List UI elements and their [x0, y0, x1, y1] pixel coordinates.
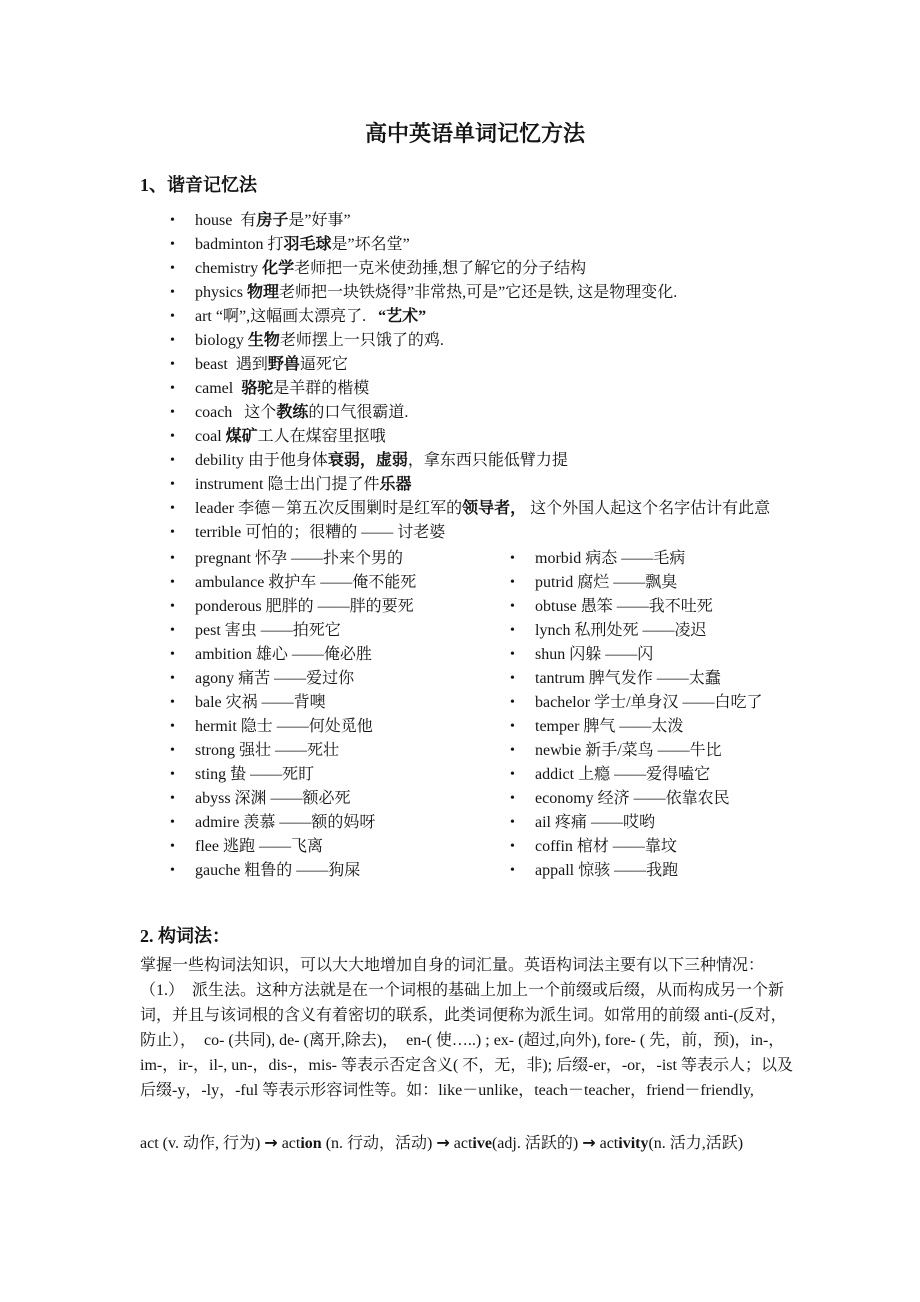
list-item: [140, 619, 480, 643]
bullet-icon: •: [170, 357, 175, 372]
list-item-text: tantrum 脾气发作 ——太蠢: [535, 670, 721, 687]
bullet-icon: •: [170, 525, 175, 540]
bullet-icon: •: [170, 551, 175, 566]
text-segment: badminton 打: [195, 236, 284, 253]
list-item: [480, 643, 810, 667]
list-item-text: [195, 308, 426, 325]
text-segment: camel: [195, 380, 242, 397]
list-item-text: bachelor 学士/单身汉 ——白吃了: [535, 694, 763, 711]
list-item: [140, 859, 480, 883]
text-segment: ive: [472, 1135, 492, 1152]
arrow-icon: →: [264, 1133, 278, 1152]
list-item-text: admire 羡慕 ——额的妈呀: [195, 814, 376, 831]
bullet-icon: •: [170, 743, 175, 758]
bullet-icon: •: [510, 791, 515, 806]
list-item-text: ambulance 救护车 ——俺不能死: [195, 574, 417, 591]
list-item-text: [195, 476, 411, 493]
bullet-icon: •: [510, 863, 515, 878]
list-item-text: strong 强壮 ——死壮: [195, 742, 340, 759]
bullet-icon: •: [170, 309, 175, 324]
list-item: [140, 763, 480, 787]
bullet-icon: •: [170, 261, 175, 276]
list-item: [140, 571, 480, 595]
bullet-icon: •: [510, 719, 515, 734]
bullet-icon: •: [170, 285, 175, 300]
list-item: [480, 763, 810, 787]
bullet-icon: •: [170, 333, 175, 348]
list-item-text: pest 害虫 ——拍死它: [195, 622, 341, 639]
left-column-list: [140, 547, 480, 883]
list-item-text: coffin 棺材 ——靠坟: [535, 838, 677, 855]
list-item: [140, 329, 810, 353]
text-segment: 逼死它: [299, 356, 348, 373]
list-item: [140, 521, 810, 545]
list-item-text: [195, 260, 586, 277]
bullet-icon: •: [510, 767, 515, 782]
list-item: [140, 353, 810, 377]
bullet-icon: •: [170, 237, 175, 252]
word-formation-intro: 掌握一些构词法知识，可以大大地增加自身的词汇量。英语构词法主要有以下三种情况：: [140, 957, 765, 974]
list-item-text: shun 闪躲 ——闪: [535, 646, 654, 663]
list-item: [140, 667, 480, 691]
text-segment: house 有: [195, 212, 257, 229]
bullet-icon: •: [170, 695, 175, 710]
list-item: [140, 739, 480, 763]
list-item-text: addict 上瘾 ——爱得嗑它: [535, 766, 711, 783]
list-item-text: ail 疼痛 ——哎哟: [535, 814, 655, 831]
text-segment: act: [449, 1135, 473, 1152]
list-item-text: flee 逃跑 ——飞离: [195, 838, 323, 855]
doc-title: 高中英语单词记忆方法: [364, 121, 585, 146]
bullet-icon: •: [170, 381, 175, 396]
list-item-text: putrid 腐烂 ——飘臭: [535, 574, 678, 591]
text-segment: 生物: [247, 332, 280, 349]
list-item-text: gauche 粗鲁的 ——狗屎: [195, 862, 361, 879]
list-item-text: sting 蛰 ——死盯: [195, 766, 315, 783]
mnemonic-bullet-list: [140, 209, 810, 545]
list-item-text: [195, 236, 410, 253]
list-item: [480, 835, 810, 859]
text-segment: coal: [195, 428, 226, 445]
text-segment: 老师把一克米使劲捶,想了解它的分子结构: [294, 260, 587, 277]
bullet-icon: •: [510, 551, 515, 566]
text-segment: 衰弱，虚弱: [327, 452, 408, 469]
bullet-icon: •: [510, 815, 515, 830]
list-item: [140, 547, 480, 571]
list-item: [480, 811, 810, 835]
list-item-text: abyss 深渊 ——额必死: [195, 790, 351, 807]
list-item: [480, 619, 810, 643]
bullet-icon: •: [510, 575, 515, 590]
list-item: [140, 473, 810, 497]
text-segment: act (v. 动作, 行为): [140, 1135, 265, 1152]
list-item: [480, 667, 810, 691]
list-item-text: appall 惊骇 ——我跑: [535, 862, 679, 879]
text-segment: 教练: [276, 404, 309, 421]
text-segment: “艺术”: [378, 308, 427, 325]
list-item-text: obtuse 愚笨 ——我不吐死: [535, 598, 713, 615]
bullet-icon: •: [170, 453, 175, 468]
list-item-text: [195, 380, 369, 397]
list-item-text: [195, 284, 677, 301]
text-segment: 老师摆上一只饿了的鸡.: [279, 332, 444, 349]
list-item: [140, 449, 810, 473]
list-item: [140, 233, 810, 257]
bullet-icon: •: [510, 623, 515, 638]
text-segment: chemistry: [195, 260, 263, 277]
section2-heading: 2. 构词法：: [140, 926, 230, 946]
text-segment: act: [277, 1135, 301, 1152]
list-item-text: pregnant 怀孕 ——扑来个男的: [195, 550, 403, 567]
bullet-icon: •: [510, 671, 515, 686]
right-column-list: [480, 547, 810, 883]
text-segment: 骆驼: [241, 380, 274, 397]
text-segment: 领导者，: [462, 500, 527, 517]
text-segment: 老师把一块铁烧得”非常热,可是”它还是铁, 这是物理变化.: [279, 284, 678, 301]
text-segment: 化学: [262, 260, 295, 277]
text-segment: (adj. 活跃的): [491, 1135, 583, 1152]
list-item: [140, 377, 810, 401]
bullet-icon: •: [510, 599, 515, 614]
list-item-text: [195, 428, 386, 445]
list-item: [480, 787, 810, 811]
text-segment: 物理: [247, 284, 280, 301]
text-segment: biology: [195, 332, 248, 349]
list-item: [140, 425, 810, 449]
list-item-text: agony 痛苦 ——爱过你: [195, 670, 355, 687]
word-formation-body: （1.） 派生法。这种方法就是在一个词根的基础上加上一个前缀或后缀，从而构成另一个新词，并且与该词根的含义有着密切的联系，此类词便称为派生词。如常用的前缀 anti-(反对，防止）， co- (共同), de- (离开,除去)， en-( 使…..) ; ex- (超过,向外), fore- ( 先，前，预)，in-，im-，ir-，il-, un-，dis-，mis- 等表示否定含义( 不，无，非); 后缀-er，-or，-ist 等表示人；以及后缀-y，-ly，-ful 等表示形容词性等。如：like－unlike，teach－teacher，friend－friendly,: [140, 982, 793, 1099]
list-item-text: lynch 私刑处死 ——凌迟: [535, 622, 707, 639]
list-item-text: bale 灾祸 ——背噢: [195, 694, 326, 711]
list-item: [140, 811, 480, 835]
text-segment: 乐器: [379, 476, 412, 493]
text-segment: 是羊群的楷模: [273, 380, 370, 397]
text-segment: ivity: [618, 1135, 649, 1152]
bullet-icon: •: [170, 429, 175, 444]
text-segment: act: [595, 1135, 619, 1152]
arrow-icon: →: [582, 1133, 596, 1152]
text-segment: 工人在煤窑里抠哦: [257, 428, 386, 445]
list-item: [480, 571, 810, 595]
list-item: [140, 305, 810, 329]
text-segment: leader 李德－第五次反围剿时是红军的: [195, 500, 463, 517]
text-segment: 房子: [256, 212, 289, 229]
text-segment: debility 由于他身体: [195, 452, 328, 469]
list-item: [140, 643, 480, 667]
list-item: [140, 497, 810, 521]
list-item: [480, 739, 810, 763]
list-item: [480, 859, 810, 883]
bullet-icon: •: [170, 575, 175, 590]
bullet-icon: •: [510, 647, 515, 662]
list-item: [140, 787, 480, 811]
bullet-icon: •: [170, 647, 175, 662]
list-item-text: [195, 404, 408, 421]
text-segment: 煤矿: [225, 428, 258, 445]
list-item: [140, 595, 480, 619]
text-segment: instrument 隐士出门提了件: [195, 476, 380, 493]
list-item-text: ambition 雄心 ——俺必胜: [195, 646, 372, 663]
list-item-text: newbie 新手/菜鸟 ——牛比: [535, 742, 722, 759]
list-item: [480, 691, 810, 715]
list-item-text: temper 脾气 ——太泼: [535, 718, 684, 735]
list-item: [140, 281, 810, 305]
list-item-text: [195, 356, 348, 373]
list-item: [140, 691, 480, 715]
derivation-example-line: [140, 1131, 810, 1156]
list-item: [140, 257, 810, 281]
list-item-text: [195, 500, 770, 517]
text-segment: coach 这个: [195, 404, 277, 421]
list-item-text: [195, 212, 351, 229]
list-item: [480, 595, 810, 619]
text-segment: ，拿东西只能低臂力提: [407, 452, 568, 469]
list-item: [140, 835, 480, 859]
bullet-icon: •: [170, 477, 175, 492]
text-segment: terrible 可怕的；很糟的 —— 讨老婆: [195, 524, 446, 541]
bullet-icon: •: [170, 501, 175, 516]
bullet-icon: •: [510, 695, 515, 710]
bullet-icon: •: [170, 405, 175, 420]
section1-heading: 1、谐音记忆法: [140, 175, 257, 195]
bullet-icon: •: [510, 743, 515, 758]
text-segment: (n. 行动，活动): [321, 1135, 437, 1152]
list-item: [480, 547, 810, 571]
text-segment: beast 遇到: [195, 356, 268, 373]
text-segment: ion: [300, 1135, 322, 1152]
text-segment: (n. 活力,活跃): [648, 1135, 744, 1152]
bullet-icon: •: [170, 599, 175, 614]
text-segment: 的口气很霸道.: [308, 404, 409, 421]
arrow-icon: →: [436, 1133, 450, 1152]
bullet-icon: •: [170, 791, 175, 806]
list-item: [140, 401, 810, 425]
text-segment: art “啊”,这幅画太漂亮了.: [195, 308, 379, 325]
text-segment: 是”坏名堂”: [331, 236, 410, 253]
list-item-text: [195, 524, 445, 541]
bullet-icon: •: [170, 839, 175, 854]
text-segment: 这个外国人起这个名字估计有此意: [526, 500, 771, 517]
list-item-text: ponderous 肥胖的 ——胖的要死: [195, 598, 414, 615]
list-item: [140, 209, 810, 233]
list-item-text: economy 经济 ——依靠农民: [535, 790, 730, 807]
bullet-icon: •: [510, 839, 515, 854]
bullet-icon: •: [170, 719, 175, 734]
list-item-text: hermit 隐士 ——何处觅他: [195, 718, 373, 735]
text-segment: physics: [195, 284, 247, 301]
list-item: [140, 715, 480, 739]
text-segment: 野兽: [267, 356, 300, 373]
list-item: [480, 715, 810, 739]
list-item-text: [195, 452, 568, 469]
bullet-icon: •: [170, 671, 175, 686]
list-item-text: morbid 病态 ——毛病: [535, 550, 686, 567]
text-segment: 羽毛球: [283, 236, 332, 253]
list-item-text: [195, 332, 444, 349]
bullet-icon: •: [170, 623, 175, 638]
bullet-icon: •: [170, 213, 175, 228]
text-segment: 是”好事”: [288, 212, 351, 229]
bullet-icon: •: [170, 767, 175, 782]
bullet-icon: •: [170, 863, 175, 878]
bullet-icon: •: [170, 815, 175, 830]
mnemonic-two-column-list: [140, 547, 810, 883]
